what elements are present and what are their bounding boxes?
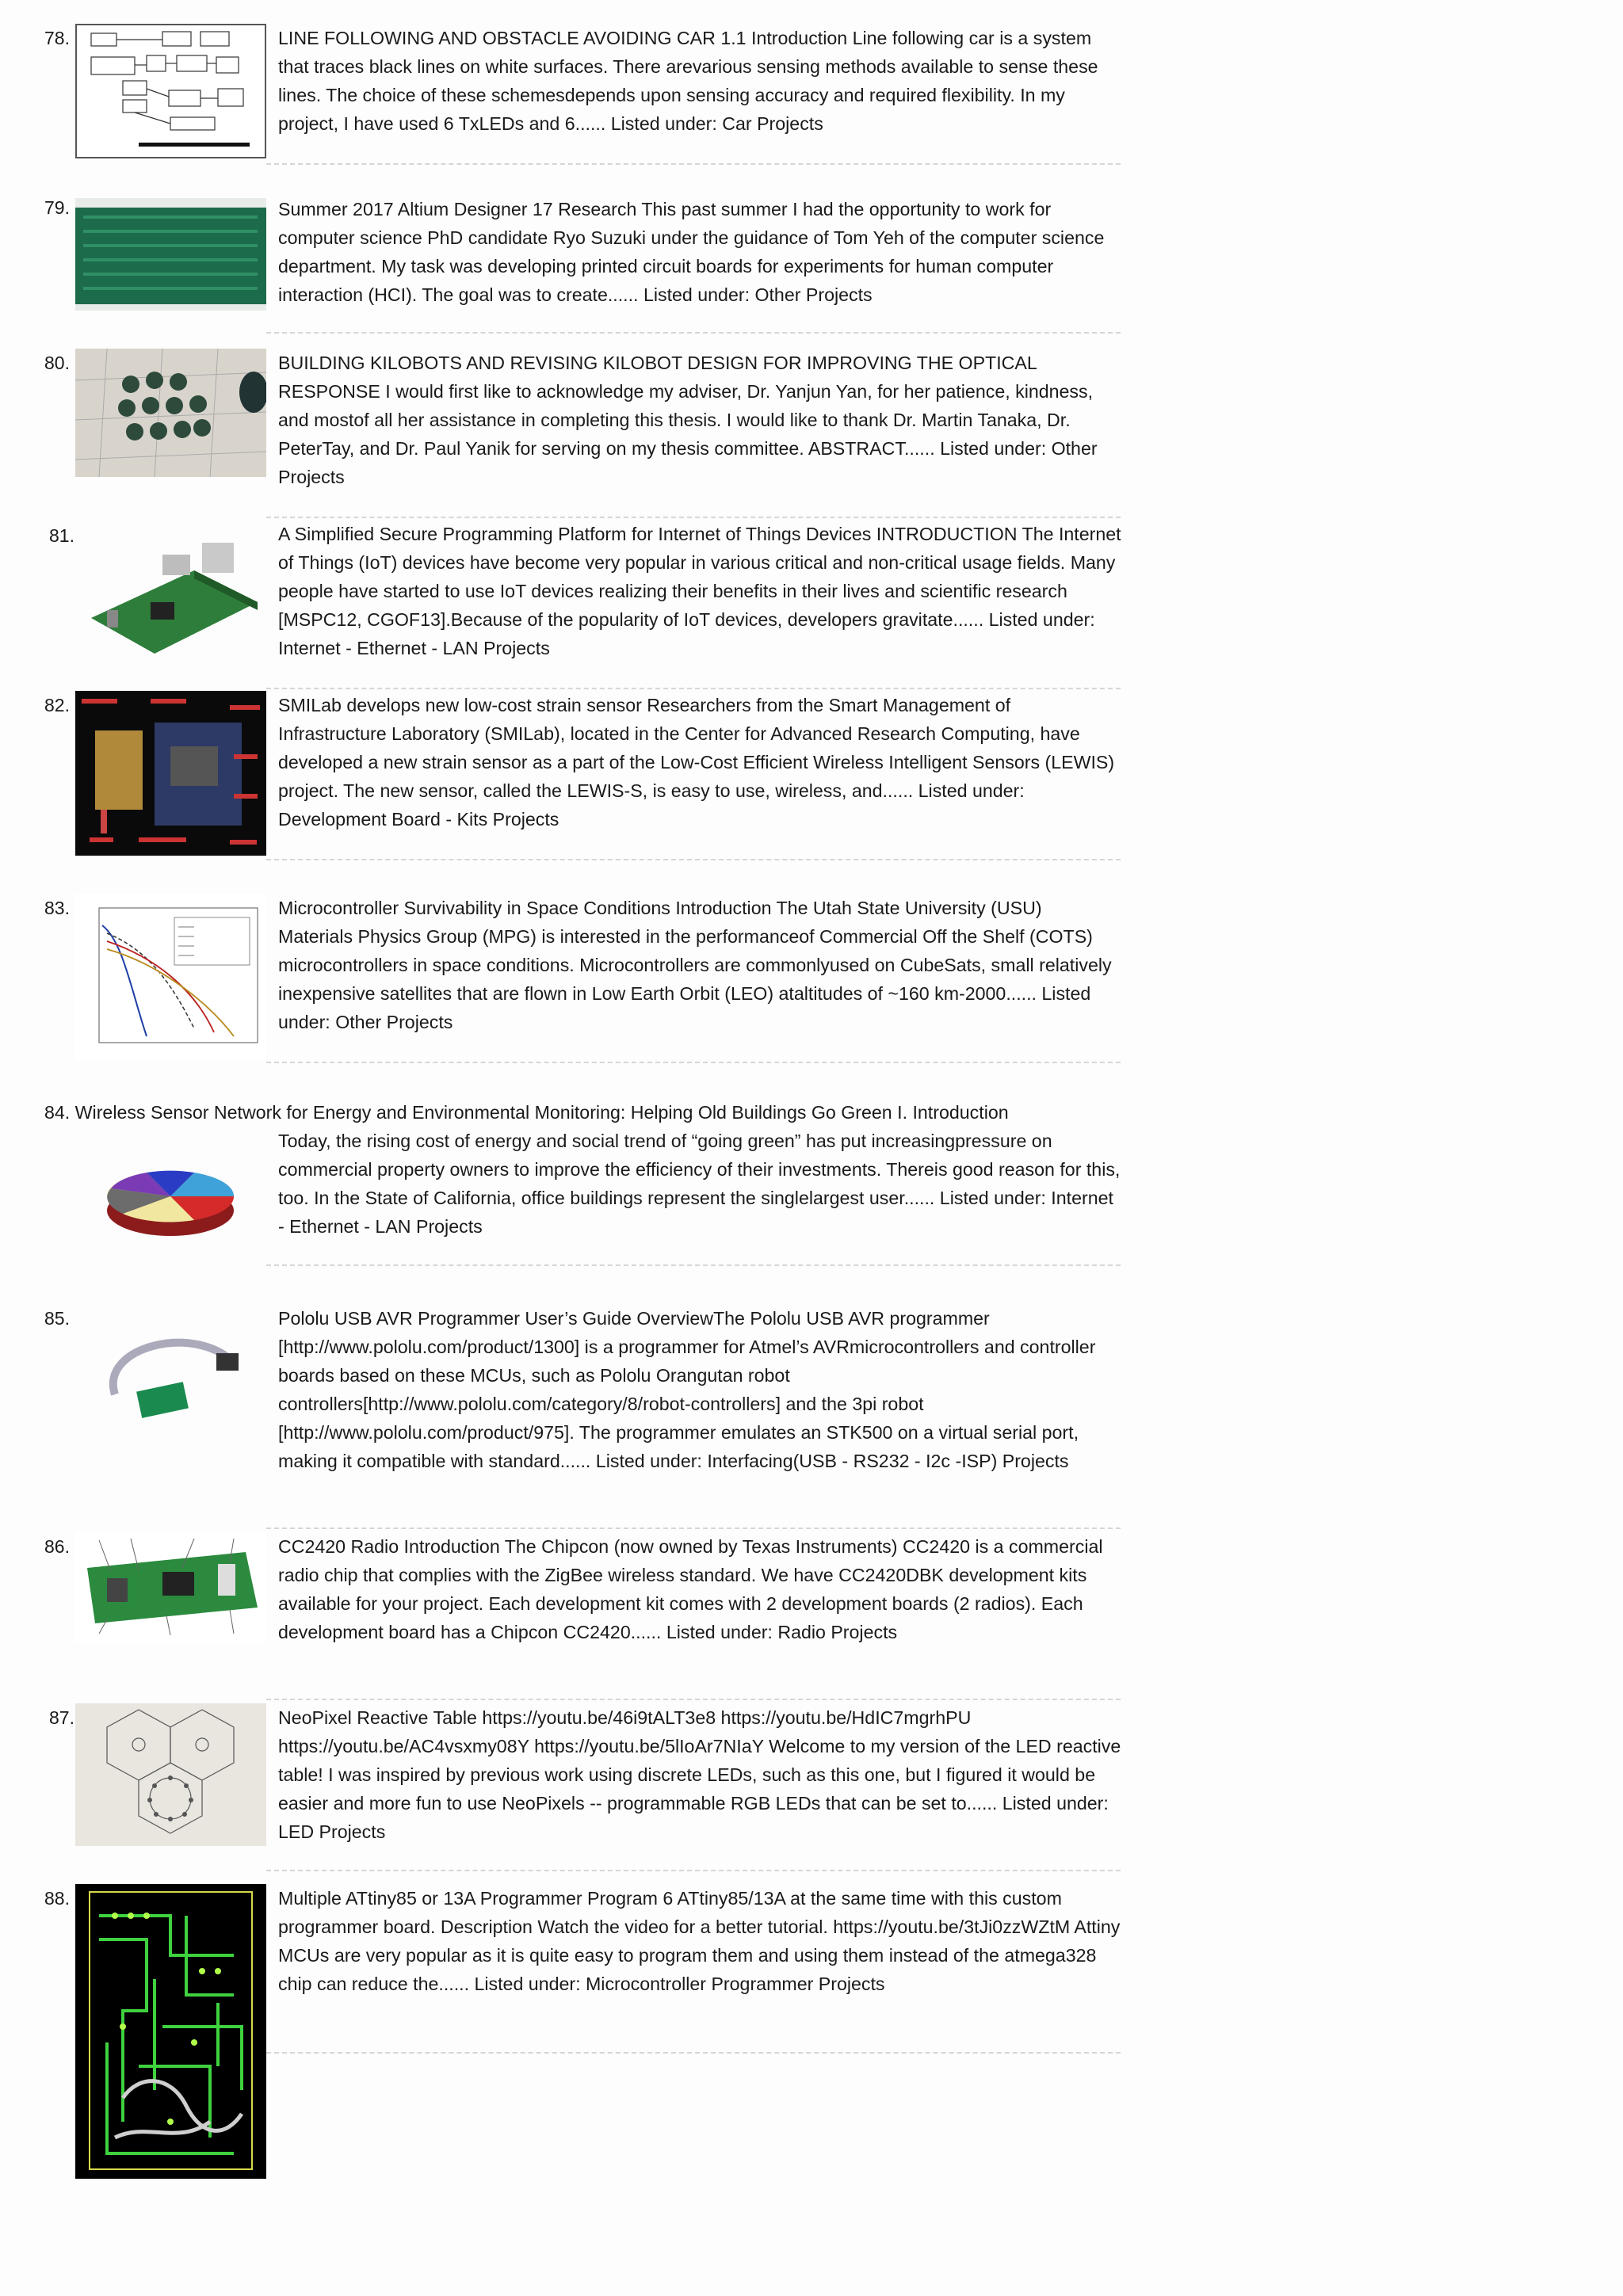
item-number: 79. [44,197,70,218]
divider [266,517,1121,518]
kilobots-photo-thumbnail[interactable] [75,349,266,477]
item-description: Multiple ATtiny85 or 13A Programmer Program 6 ATtiny85/13A at the same time with this custom programmer board. Description Watch the video for a better tutorial. https://youtu.be/3tJi0zzWZtM Attiny MCUs are very popular as it is quite easy to program them and using them instead of the atmega328 chip can reduce the...... Listed under: Microcontroller Programmer Projects [278,1888,1121,1994]
item-number: 81. [49,525,74,546]
divider [266,1062,1121,1063]
item-description: Today, the rising cost of energy and social trend of “going green” has put increasingpressure on commercial property owners to improve the efficiency of their investments. Thereis good reason for this, too. In the State of California, office buildings represent the singlelargest user...... Listed under: Internet - Ethernet - LAN Projects [278,1131,1121,1237]
item-number: 83. [44,898,70,918]
space-spectrum-chart-thumbnail[interactable] [75,894,266,1060]
pcb-layout-thumbnail[interactable] [75,1884,266,2179]
item-description: NeoPixel Reactive Table https://youtu.be/46i9tALT3e8 https://youtu.be/HdIC7mgrhPU https://youtu.be/AC4vsxmy08Y https://youtu.be/5lIoAr7NIaY Welcome to my version of the LED reactive table! I was inspired by previous work using discrete LEDs, such as this one, but I figured it would be easier and more fun to use NeoPixels -- programmable RGB LEDs that can be set to...... Listed under: LED Projects [278,1707,1121,1842]
energy-pie-chart-thumbnail[interactable] [75,1131,266,1260]
item-number: 78. [44,28,70,48]
divider [266,332,1121,334]
item-description: Microcontroller Survivability in Space Conditions Introduction The Utah State University (USU) Materials Physics Group (MPG) is interested in the performanceof Commercial Off the Shelf (COTS) microcontrollers in space conditions. Microcontrollers are commonlyused on CubeSats, small relatively inexpensive satellites that are flown in Low Earth Orbit (LEO) ataltitudes of ~160 km-2000...... Listed under: Other Projects [278,898,1112,1032]
divider [266,859,1121,860]
neopixel-table-sketch-thumbnail[interactable] [75,1703,266,1846]
item-description: Summer 2017 Altium Designer 17 Research This past summer I had the opportunity to work for computer science PhD candidate Ryo Suzuki under the guidance of Tom Yeh of the computer science department. My task was developing printed circuit boards for experiments for human computer interaction (HCI). The goal was to create...... Listed under: Other Projects [278,199,1105,305]
item-description: A Simplified Secure Programming Platform for Internet of Things Devices INTRODUCTION The Internet of Things (IoT) devices have become very popular in various critical and non-critical usage fields. Many people have started to use IoT devices realizing their benefits in their lives and scientific research [MSPC12, CGOF13].Because of the popularity of IoT devices, developers gravitate...... Listed under: Internet - Ethernet - LAN Projects [278,524,1121,658]
strain-sensor-photo-thumbnail[interactable] [75,691,266,856]
pcb-board-thumbnail[interactable] [75,198,266,311]
item-description: SMILab develops new low-cost strain sensor Researchers from the Smart Management of Infrastructure Laboratory (SMILab), located in the Center for Advanced Research Computing, have developed a new strain sensor as a part of the Low-Cost Efficient Wireless Intelligent Sensors (LEWIS) project. The new sensor, called the LEWIS-S, is easy to use, wireless, and...... Listed under: Development Board - Kits Projects [278,695,1115,830]
raspberry-pi-thumbnail[interactable] [75,523,266,666]
divider [266,163,1121,165]
item-headline: 84. Wireless Sensor Network for Energy and Environmental Monitoring: Helping Old Buildings Go Green I. Introduction [44,1102,1009,1123]
item-description: LINE FOLLOWING AND OBSTACLE AVOIDING CAR 1.1 Introduction Line following car is a system that traces black lines on white surfaces. There arevarious sensing methods available to sense these lines. The choice of these schemesdepends upon sensing accuracy and required flexibility. In my project, I have used 6 TxLEDs and 6...... Listed under: Car Projects [278,28,1098,134]
usb-programmer-thumbnail[interactable] [75,1315,266,1442]
item-description: Pololu USB AVR Programmer User’s Guide OverviewThe Pololu USB AVR programmer [http://www.pololu.com/product/1300] is a programmer for Atmel’s AVRmicrocontrollers and controller boards based on these MCUs, such as Pololu Orangutan robot controllers[http://www.pololu.com/category/8/robot-controllers] and the 3pi robot [http://www.pololu.com/product/975]. The programmer emulates an STK500 on a virtual serial port, making it compatible with standard...... Listed under: Interfacing(USB - RS232 - I2c -ISP) Projects [278,1308,1096,1471]
divider [266,1699,1121,1700]
divider [266,688,1121,689]
item-number: 80. [44,353,70,373]
divider [266,2052,1121,2054]
block-diagram-thumbnail[interactable] [75,24,266,158]
item-number: 88. [44,1888,70,1909]
item-number: 87. [49,1707,74,1728]
item-number: 86. [44,1536,70,1557]
item-number: 82. [44,695,70,715]
cc2420-board-thumbnail[interactable] [75,1532,266,1643]
divider [266,1264,1121,1266]
divider [266,1527,1121,1529]
item-number: 85. [44,1308,70,1329]
divider [266,1870,1121,1871]
item-description: BUILDING KILOBOTS AND REVISING KILOBOT DESIGN FOR IMPROVING THE OPTICAL RESPONSE I would first like to acknowledge my adviser, Dr. Yanjun Yan, for her patience, kindness, and mostof all her assistance in completing this thesis. I would like to thank Dr. Martin Tanaka, Dr. PeterTay, and Dr. Paul Yanik for serving on my thesis committee. ABSTRACT...... Listed under: Other Projects [278,353,1098,487]
item-description: CC2420 Radio Introduction The Chipcon (now owned by Texas Instruments) CC2420 is a commercial radio chip that complies with the ZigBee wireless standard. We have CC2420DBK development kits available for your project. Each development kit comes with 2 development boards (2 radios). Each development board has a Chipcon CC2420...... Listed under: Radio Projects [278,1536,1103,1642]
